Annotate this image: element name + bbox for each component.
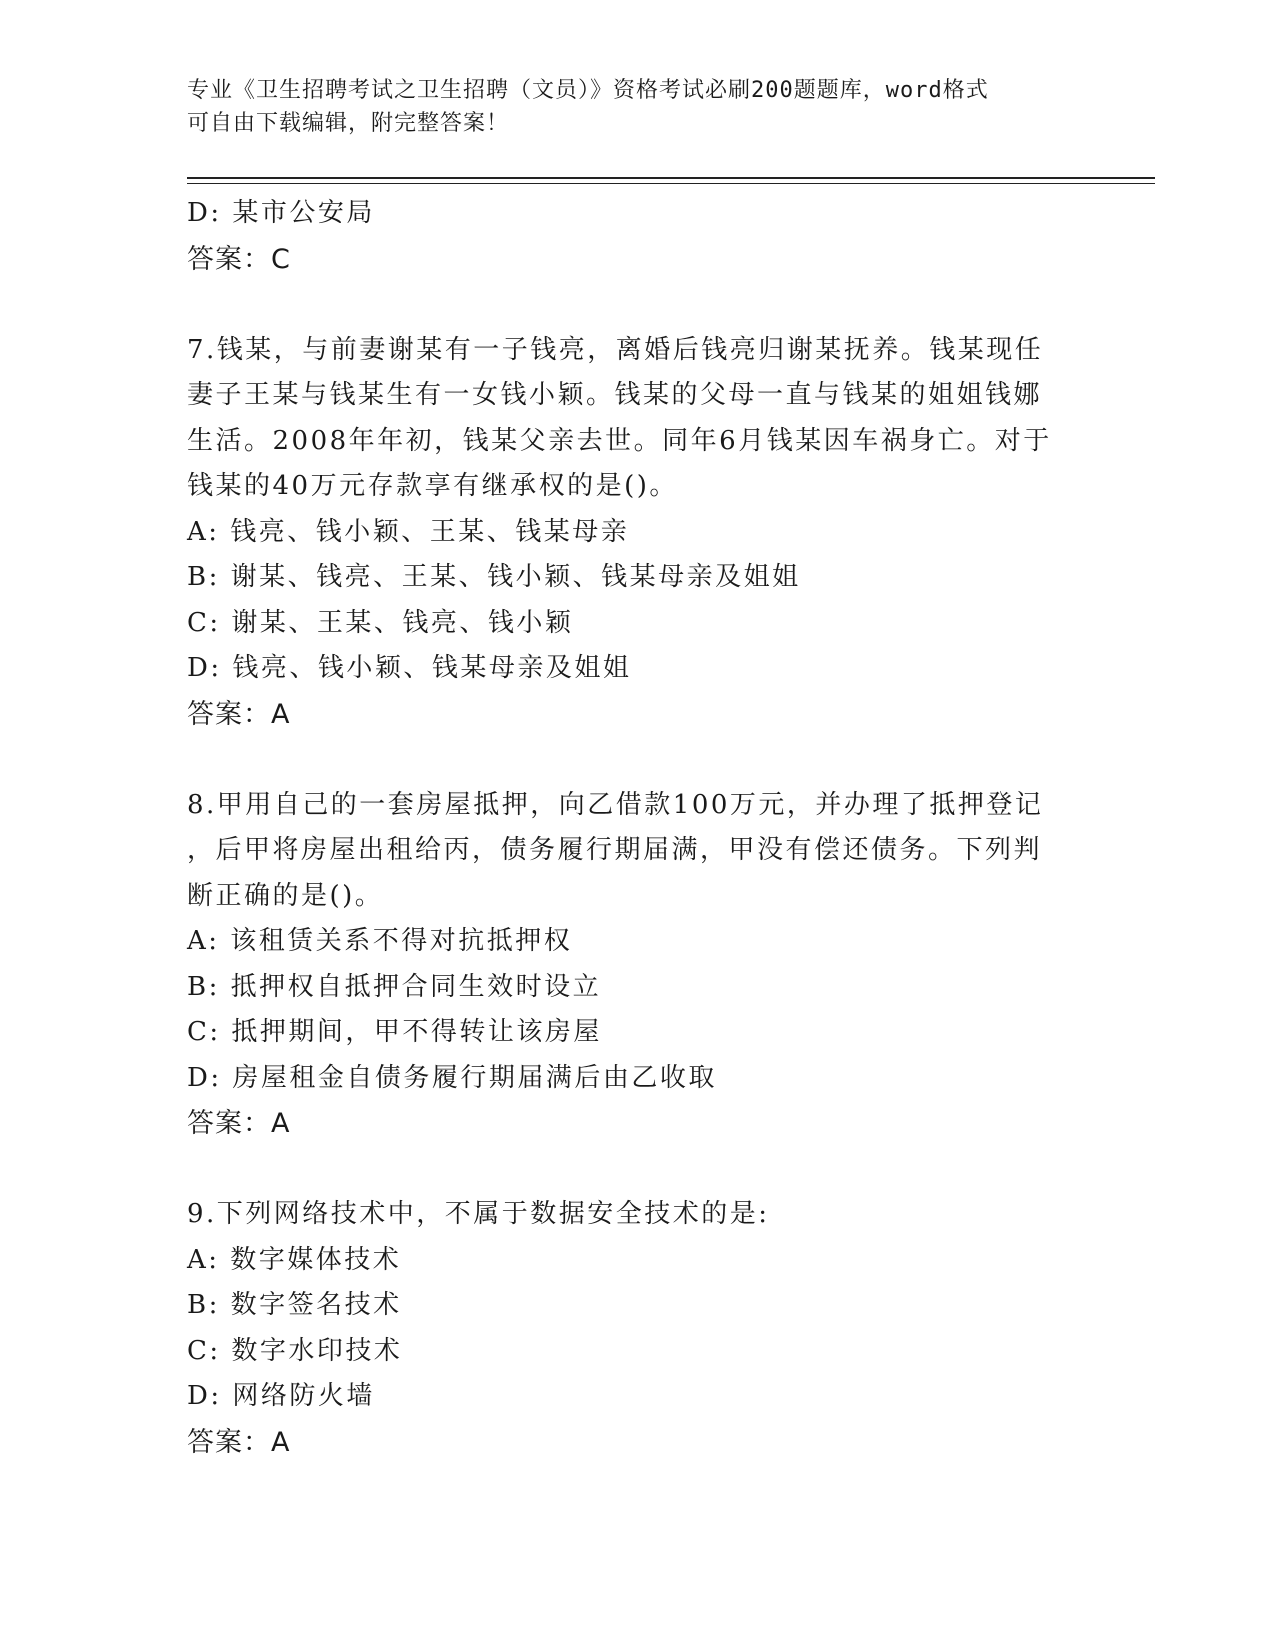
q7-option-d: D: 钱亮、钱小颖、钱某母亲及姐姐 bbox=[187, 653, 632, 683]
q9-option-c: C: 数字水印技术 bbox=[187, 1335, 403, 1366]
header-line-2: 可自由下载编辑，附完整答案！ bbox=[187, 111, 510, 136]
q8-option-a: A: 该租赁关系不得对抗抵押权 bbox=[187, 926, 573, 956]
q7-stem-line: 钱某的40万元存款享有继承权的是()。 bbox=[187, 471, 678, 501]
spacer bbox=[187, 282, 1067, 328]
header-divider-thick bbox=[187, 177, 1155, 179]
spacer bbox=[187, 737, 1067, 783]
q8-option-d: D: 房屋租金自债务履行期届满后由乙收取 bbox=[187, 1062, 717, 1093]
q7-answer: 答案：A bbox=[187, 698, 291, 730]
q8-answer: 答案：A bbox=[187, 1108, 291, 1139]
q8-option-c: C: 抵押期间，甲不得转让该房屋 bbox=[187, 1017, 602, 1047]
q6-answer: 答案：C bbox=[187, 243, 291, 275]
q8-stem-line: 8.甲用自己的一套房屋抵押，向乙借款100万元，并办理了抵押登记 bbox=[187, 789, 1044, 820]
q9-option-b: B: 数字签名技术 bbox=[187, 1290, 402, 1320]
q7-stem-line: 妻子王某与钱某生有一女钱小颖。钱某的父母一直与钱某的姐姐钱娜 bbox=[187, 380, 1043, 410]
q6-option-d: D: 某市公安局 bbox=[187, 198, 375, 228]
header-line-1: 专业《卫生招聘考试之卫生招聘（文员）》资格考试必刷200题题库，word格式 bbox=[187, 78, 989, 103]
q9-option-d: D: 网络防火墙 bbox=[187, 1381, 375, 1411]
q9-answer: 答案：A bbox=[187, 1426, 291, 1458]
q8-option-b: B: 抵押权自抵押合同生效时设立 bbox=[187, 971, 602, 1002]
q7-stem-line: 生活。2008年年初，钱某父亲去世。同年6月钱某因车祸身亡。对于 bbox=[187, 425, 1052, 456]
q7-option-a: A: 钱亮、钱小颖、王某、钱某母亲 bbox=[187, 516, 630, 547]
q7-stem-line: 7.钱某，与前妻谢某有一子钱亮，离婚后钱亮归谢某抚养。钱某现任 bbox=[187, 334, 1044, 365]
q8-stem-line: ，后甲将房屋出租给丙，债务履行期届满，甲没有偿还债务。下列判 bbox=[187, 835, 1043, 865]
q9-option-a: A: 数字媒体技术 bbox=[187, 1244, 402, 1275]
q8-stem-line: 断正确的是()。 bbox=[187, 880, 384, 911]
page-header bbox=[187, 74, 1067, 140]
question-content bbox=[187, 191, 1067, 1465]
header-divider-thin bbox=[187, 183, 1155, 184]
spacer bbox=[187, 1147, 1067, 1193]
q7-option-c: C: 谢某、王某、钱亮、钱小颖 bbox=[187, 607, 574, 638]
q7-option-b: B: 谢某、钱亮、王某、钱小颖、钱某母亲及姐姐 bbox=[187, 562, 801, 592]
q9-stem-line: 9.下列网络技术中，不属于数据安全技术的是: bbox=[187, 1199, 770, 1229]
